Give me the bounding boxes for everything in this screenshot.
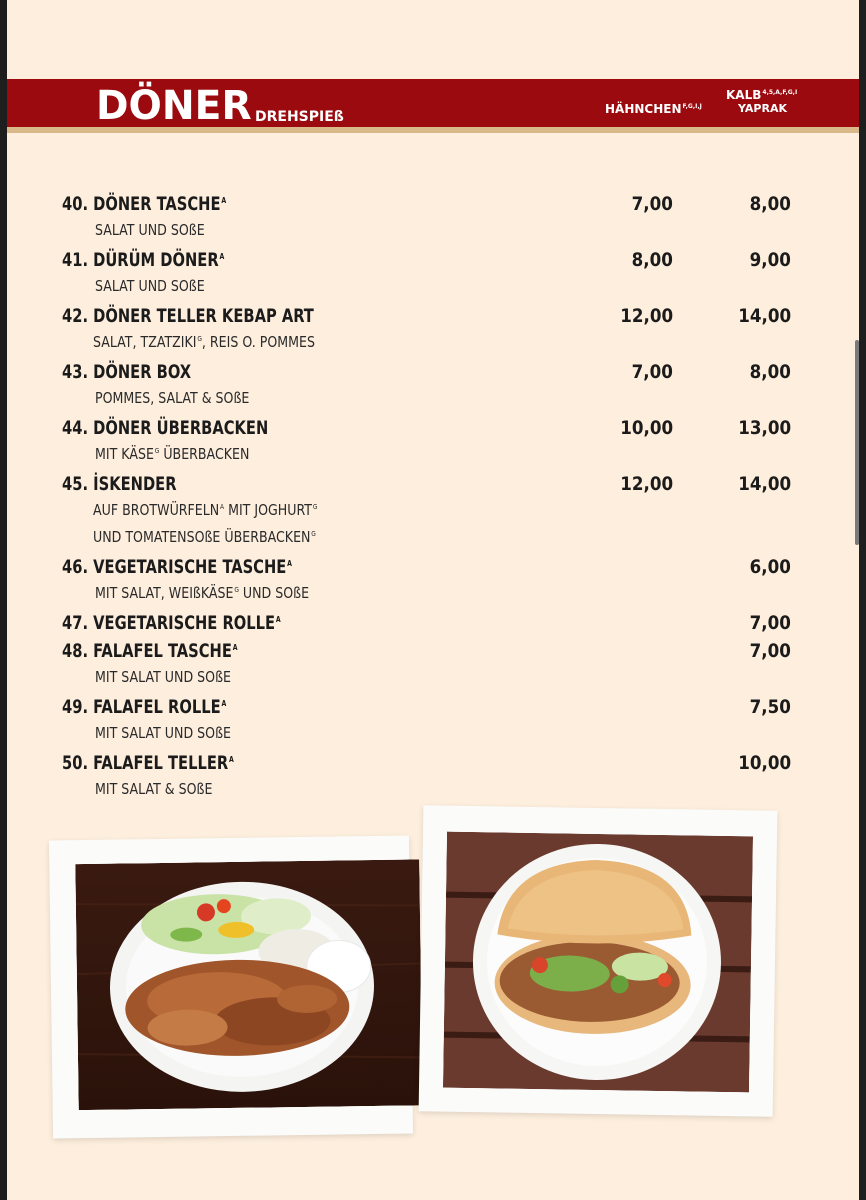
menu-item-description: MIT $KÄSE^G$ ÜBERBACKEN (95, 445, 250, 463)
column-header-chicken: $HÄHNCHEN^{F,G,I,J}$ (605, 102, 702, 116)
price-veal: 9,00 (749, 249, 791, 271)
menu-item-description: MIT SALAT, WEIßKÄSE$^G$ UND SOßE (95, 584, 310, 602)
menu-item-name: 46. VEGETARISCHE $TASCHE^A$ (62, 556, 292, 578)
price-chicken: 7,00 (631, 361, 673, 383)
price-chicken: 10,00 (620, 417, 673, 439)
menu-item (7, 191, 859, 217)
price-veal: 13,00 (738, 417, 791, 439)
menu-item-name: 41. DÜRÜM $DÖNER^A$ (62, 249, 225, 271)
doner-plate-photo (49, 836, 413, 1139)
menu-item-name: 50. FALAFEL $TELLER^A$ (62, 752, 234, 774)
price-chicken: 12,00 (620, 473, 673, 495)
allergen-marker: F,G,I,J (682, 103, 702, 110)
allergen-marker: A (221, 698, 227, 708)
menu-item-name: 44. DÖNER ÜBERBACKEN (62, 417, 269, 439)
menu-item-name: 45. İSKENDER (62, 473, 177, 495)
menu-item-description: SALAT UND SOßE (95, 221, 205, 239)
doner-sandwich-photo (419, 805, 778, 1117)
allergen-marker: G (311, 530, 316, 538)
menu-item (7, 694, 859, 720)
menu-item-name: 49. FALAFEL $ROLLE^A$ (62, 696, 227, 718)
price-chicken: 7,00 (631, 193, 673, 215)
menu-item-description: UND TOMATENSOßE $ÜBERBACKEN^G$ (93, 528, 316, 546)
price-veal: 7,00 (749, 640, 791, 662)
menu-item (7, 638, 859, 664)
price-veal: 7,00 (749, 612, 791, 634)
menu-item-description: MIT SALAT UND SOßE (95, 724, 231, 742)
allergen-marker: A (232, 642, 238, 652)
allergen-marker: G (154, 447, 160, 455)
menu-item-name: 47. VEGETARISCHE $ROLLE^A$ (62, 612, 281, 634)
menu-item (7, 554, 859, 580)
allergen-marker: A (219, 251, 225, 261)
allergen-marker: A (229, 754, 234, 764)
page-title: DÖNER (96, 83, 252, 129)
allergen-marker: A (221, 195, 227, 205)
menu-item-name: 42. DÖNER TELLER KEBAP ART (62, 305, 314, 327)
menu-item (7, 415, 859, 441)
menu-item-name: 48. FALAFEL $TASCHE^A$ (62, 640, 238, 662)
price-veal: 8,00 (749, 361, 791, 383)
menu-item (7, 750, 859, 776)
price-veal: 7,50 (749, 696, 791, 718)
menu-item-description: SALAT, $TZATZIKI^G$, REIS O. POMMES (93, 333, 315, 351)
price-veal: 8,00 (749, 193, 791, 215)
allergen-marker: G (197, 335, 202, 343)
price-veal: 14,00 (738, 305, 791, 327)
column-header-veal: $KALB^{4,5,A,F,G,I}$ YAPRAK (726, 89, 806, 115)
menu-item-description: POMMES, SALAT & SOßE (95, 389, 250, 407)
menu-item-description: MIT SALAT UND SOßE (95, 668, 231, 686)
menu-item-name: 40. DÖNER $TASCHE^A$ (62, 193, 227, 215)
menu-item (7, 247, 859, 273)
allergen-marker: A (287, 558, 292, 568)
price-chicken: 12,00 (620, 305, 673, 327)
allergen-marker: G (234, 586, 239, 594)
price-veal: 10,00 (738, 752, 791, 774)
allergen-marker: A (220, 503, 225, 511)
allergen-marker: A (275, 614, 281, 624)
price-chicken: 8,00 (631, 249, 673, 271)
column-subheader-yaprak: YAPRAK (738, 102, 787, 115)
menu-item-name: 43. DÖNER BOX (62, 361, 192, 383)
page-subtitle: DREHSPIEß (255, 109, 344, 125)
menu-item-description: AUF $BROTWÜRFELN^A$ MIT $JOGHURT^G$ (93, 501, 318, 519)
price-veal: 6,00 (749, 556, 791, 578)
menu-item (7, 471, 859, 497)
menu-item-description: SALAT UND SOßE (95, 277, 205, 295)
price-veal: 14,00 (738, 473, 791, 495)
menu-item (7, 303, 859, 329)
menu-item-description: MIT SALAT & SOßE (95, 780, 213, 798)
allergen-marker: 4,5,A,F,G,I (762, 89, 798, 96)
menu-item (7, 610, 859, 636)
menu-item (7, 359, 859, 385)
scrollbar-thumb[interactable] (855, 340, 859, 545)
allergen-marker: G (312, 503, 318, 511)
menu-page (7, 0, 859, 1200)
